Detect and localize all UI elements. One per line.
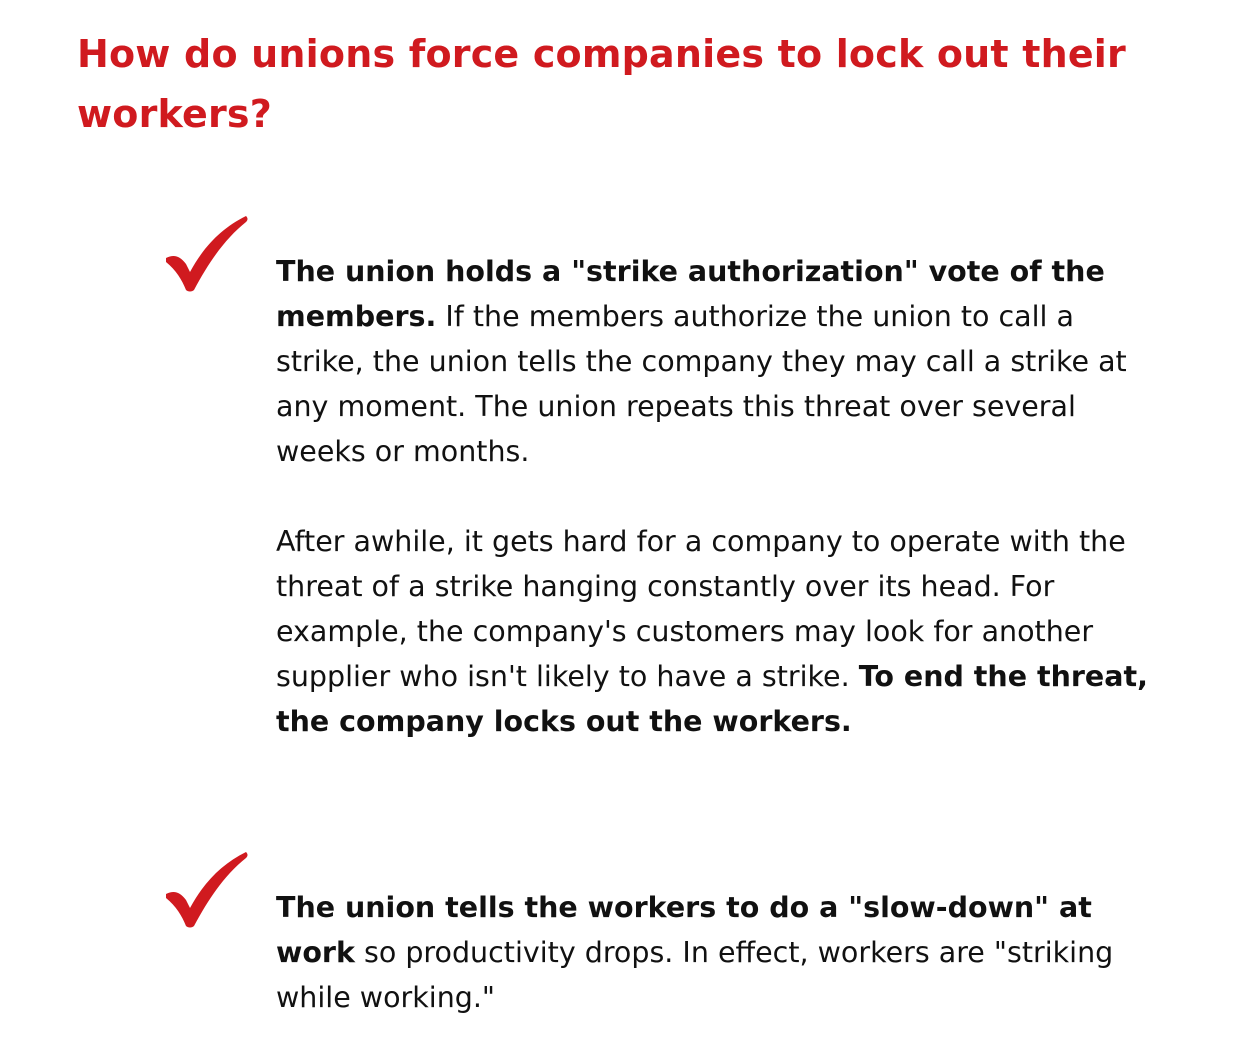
bold-lead: The union tells the workers to do a "slow-down" at work	[276, 891, 1092, 969]
bold-lead: The union holds a "strike authorization" vote of the members.	[276, 255, 1105, 333]
paragraph	[276, 885, 1156, 1020]
body-text: After awhile, it gets hard for a company to operate with the threat of a strike hanging constantly over its head. For example, the company's customers may look for another supplier who isn't likely to have a strike.	[276, 525, 1126, 693]
body-text: so productivity drops. In effect, workers are "striking while working."	[276, 936, 1114, 1014]
checkmark-icon	[160, 850, 252, 930]
paragraph	[276, 519, 1156, 744]
page-title: How do unions force companies to lock out their workers?	[77, 32, 1126, 136]
bold-conclusion: To end the threat, the company locks out the workers.	[276, 660, 1148, 738]
item-text	[276, 885, 1156, 1020]
checkmark-icon	[160, 214, 252, 294]
paragraph	[276, 249, 1156, 474]
body-text: If the members authorize the union to call a strike, the union tells the company they may call a strike at any moment. The union repeats this threat over several weeks or months.	[276, 300, 1127, 468]
item-text	[276, 249, 1156, 744]
